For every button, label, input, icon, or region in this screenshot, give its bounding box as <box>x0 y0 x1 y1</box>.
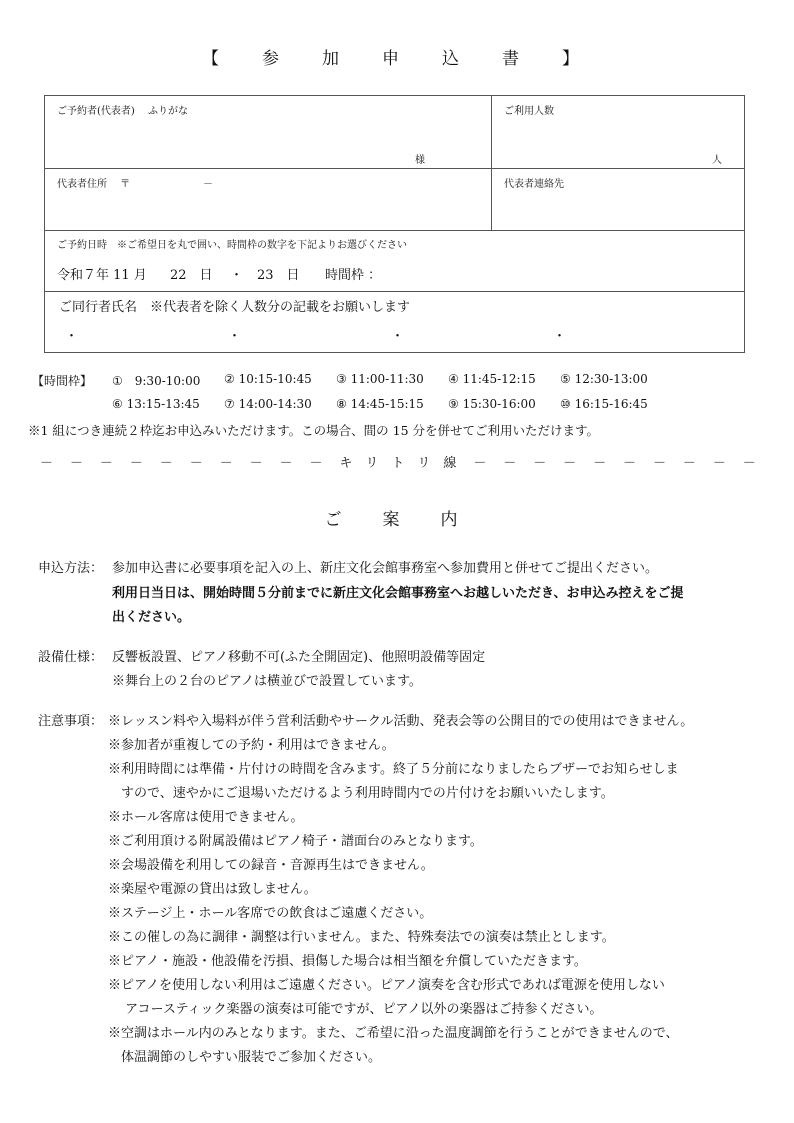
timeslot-label: 時間枠 ： <box>325 268 382 283</box>
page-title: 【 参 加 申 込 書 】 <box>202 49 592 69</box>
date-field[interactable] <box>45 231 745 292</box>
companion-bullet-2: ・ <box>228 329 242 344</box>
date-option-22[interactable]: 22 日 <box>170 268 213 283</box>
cut-dash: － <box>99 456 113 471</box>
cut-dash: － <box>652 456 666 471</box>
cut-dash: － <box>40 456 54 471</box>
companion-label: ご同行者氏名 ※代表者を除く人数分の記載をお願いします <box>59 300 411 315</box>
cut-dash: － <box>533 456 547 471</box>
method-bold-2: 出ください。 <box>112 610 191 625</box>
application-form <box>44 95 745 353</box>
equipment-label: 設備仕様： <box>38 650 104 665</box>
note-line: ※この催しの為に調律・調整は行いません。また、特殊奏法での演奏は禁止とします。 <box>108 930 615 945</box>
postal-dash: － <box>203 179 213 190</box>
method-line-1: 参加申込書に必要事項を記入の上、新庄文化会館事務室へ参加費用と併せてご提出ください。 <box>112 561 659 576</box>
method-label: 申込方法： <box>38 561 104 576</box>
timeslot-6: ⑥ 13:15-13:45 <box>112 397 200 411</box>
cut-dash: － <box>593 456 607 471</box>
timeslot-9: ⑨ 15:30-16:00 <box>448 397 536 411</box>
cut-dash: － <box>69 456 83 471</box>
timeslot-8: ⑧ 14:45-15:15 <box>336 397 424 411</box>
equipment-line-2: ※舞台上の２台のピアノは横並びで設置しています。 <box>112 674 422 689</box>
companion-field[interactable] <box>45 292 745 353</box>
reserver-name-field[interactable] <box>45 96 492 169</box>
timeslot-10: ⑩ 16:15-16:45 <box>560 397 648 411</box>
method-bold-1: 利用日当日は、開始時間５分前までに新庄文化会館事務室へお越しいただき、お申込み控えをご提 <box>112 586 684 601</box>
note-line: ※会場設備を利用しての録音・音源再生はできません。 <box>108 858 434 873</box>
notes-label: 注意事項： <box>38 714 104 729</box>
cut-dash: － <box>473 456 487 471</box>
timeslot-5: ⑤ 12:30-13:00 <box>560 372 648 386</box>
timeslot-4: ④ 11:45-12:15 <box>448 372 536 386</box>
note-line: ※空調はホール内のみとなります。また、ご希望に沿った温度調節を行うことができませんので、 <box>108 1026 679 1041</box>
cut-dash: － <box>279 456 293 471</box>
note-line: 体温調節のしやすい服装でご参加ください。 <box>108 1050 382 1065</box>
timeslot-7: ⑦ 14:00-14:30 <box>224 397 312 411</box>
cut-dash: － <box>623 456 637 471</box>
cut-dash: － <box>503 456 517 471</box>
companion-bullet-4: ・ <box>553 329 567 344</box>
contact-label: 代表者連絡先 <box>504 179 564 190</box>
reserver-label: ご予約者(代表者) ふりがな <box>57 106 188 117</box>
note-line: アコースティック楽器の演奏は可能ですが、ピアノ以外の楽器はご持参ください。 <box>108 1002 603 1017</box>
note-line: ※楽屋や電源の貸出は致しません。 <box>108 882 317 897</box>
address-field[interactable] <box>45 169 492 231</box>
cut-line-label: キ リ ト リ 線 <box>339 456 457 471</box>
timeslot-note: ※1 組につき連続２枠迄お申込みいただけます。この場合、間の 15 分を併せてご利用いただけます。 <box>28 423 600 438</box>
guide-title: ご 案 内 <box>324 510 470 530</box>
timeslot-3: ③ 11:00-11:30 <box>336 372 424 386</box>
timeslot-2: ② 10:15-10:45 <box>224 372 312 386</box>
note-line: ※ホール客席は使用できません。 <box>108 810 304 825</box>
party-size-label: ご利用人数 <box>504 106 554 117</box>
note-line: すので、速やかにご退場いただけるよう利用時間内での片付けをお願いいたします。 <box>108 786 614 801</box>
timeslot-1: ① 9:30-10:00 <box>112 374 201 388</box>
contact-field[interactable] <box>492 169 745 231</box>
cut-dash: － <box>742 456 756 471</box>
equipment-line-1: 反響板設置、ピアノ移動不可(ふた全開固定)、他照明設備等固定 <box>112 650 486 665</box>
sama-label: 様 <box>415 155 425 166</box>
cut-line <box>40 452 756 471</box>
note-line: ※ご利用頂ける附属設備はピアノ椅子・譜面台のみとなります。 <box>108 834 483 849</box>
cut-dash: － <box>159 456 173 471</box>
party-size-field[interactable] <box>492 96 745 169</box>
companion-bullet-1: ・ <box>65 329 79 344</box>
address-label: 代表者住所 〒 <box>57 179 131 190</box>
cut-dash: － <box>712 456 726 471</box>
date-reiwa: 令和７年 11 月 <box>57 268 147 283</box>
note-line: ※ピアノを使用しない利用はご遠慮ください。ピアノ演奏を含む形式であれば電源を使用しない <box>108 978 665 993</box>
cut-dash: － <box>219 456 233 471</box>
cut-dash: － <box>249 456 263 471</box>
date-option-23[interactable]: 23 日 <box>257 268 300 283</box>
cut-dash: － <box>189 456 203 471</box>
date-label: ご予約日時 ※ご希望日を丸で囲い、時間枠の数字を下記よりお選びください <box>57 240 407 251</box>
note-line: ※参加者が重複しての予約・利用はできません。 <box>108 738 395 753</box>
person-unit-label: 人 <box>712 155 722 166</box>
note-line: ※利用時間には準備・片付けの時間を含みます。終了５分前になりましたらブザーでお知らせしま <box>108 762 679 777</box>
note-line: ※ピアノ・施設・他設備を汚損、損傷した場合は相当額を弁償していただきます。 <box>108 954 587 969</box>
cut-dash: － <box>129 456 143 471</box>
note-line: ※レッスン料や入場料が伴う営利活動やサークル活動、発表会等の公開目的での使用はできません。 <box>108 714 694 729</box>
date-separator: ・ <box>230 268 244 283</box>
companion-bullet-3: ・ <box>391 329 405 344</box>
cut-dash: － <box>309 456 323 471</box>
cut-dash: － <box>563 456 577 471</box>
timeslot-heading: 【時間枠】 <box>32 374 93 388</box>
note-line: ※ステージ上・ホール客席での飲食はご遠慮ください。 <box>108 906 433 921</box>
cut-dash: － <box>682 456 696 471</box>
